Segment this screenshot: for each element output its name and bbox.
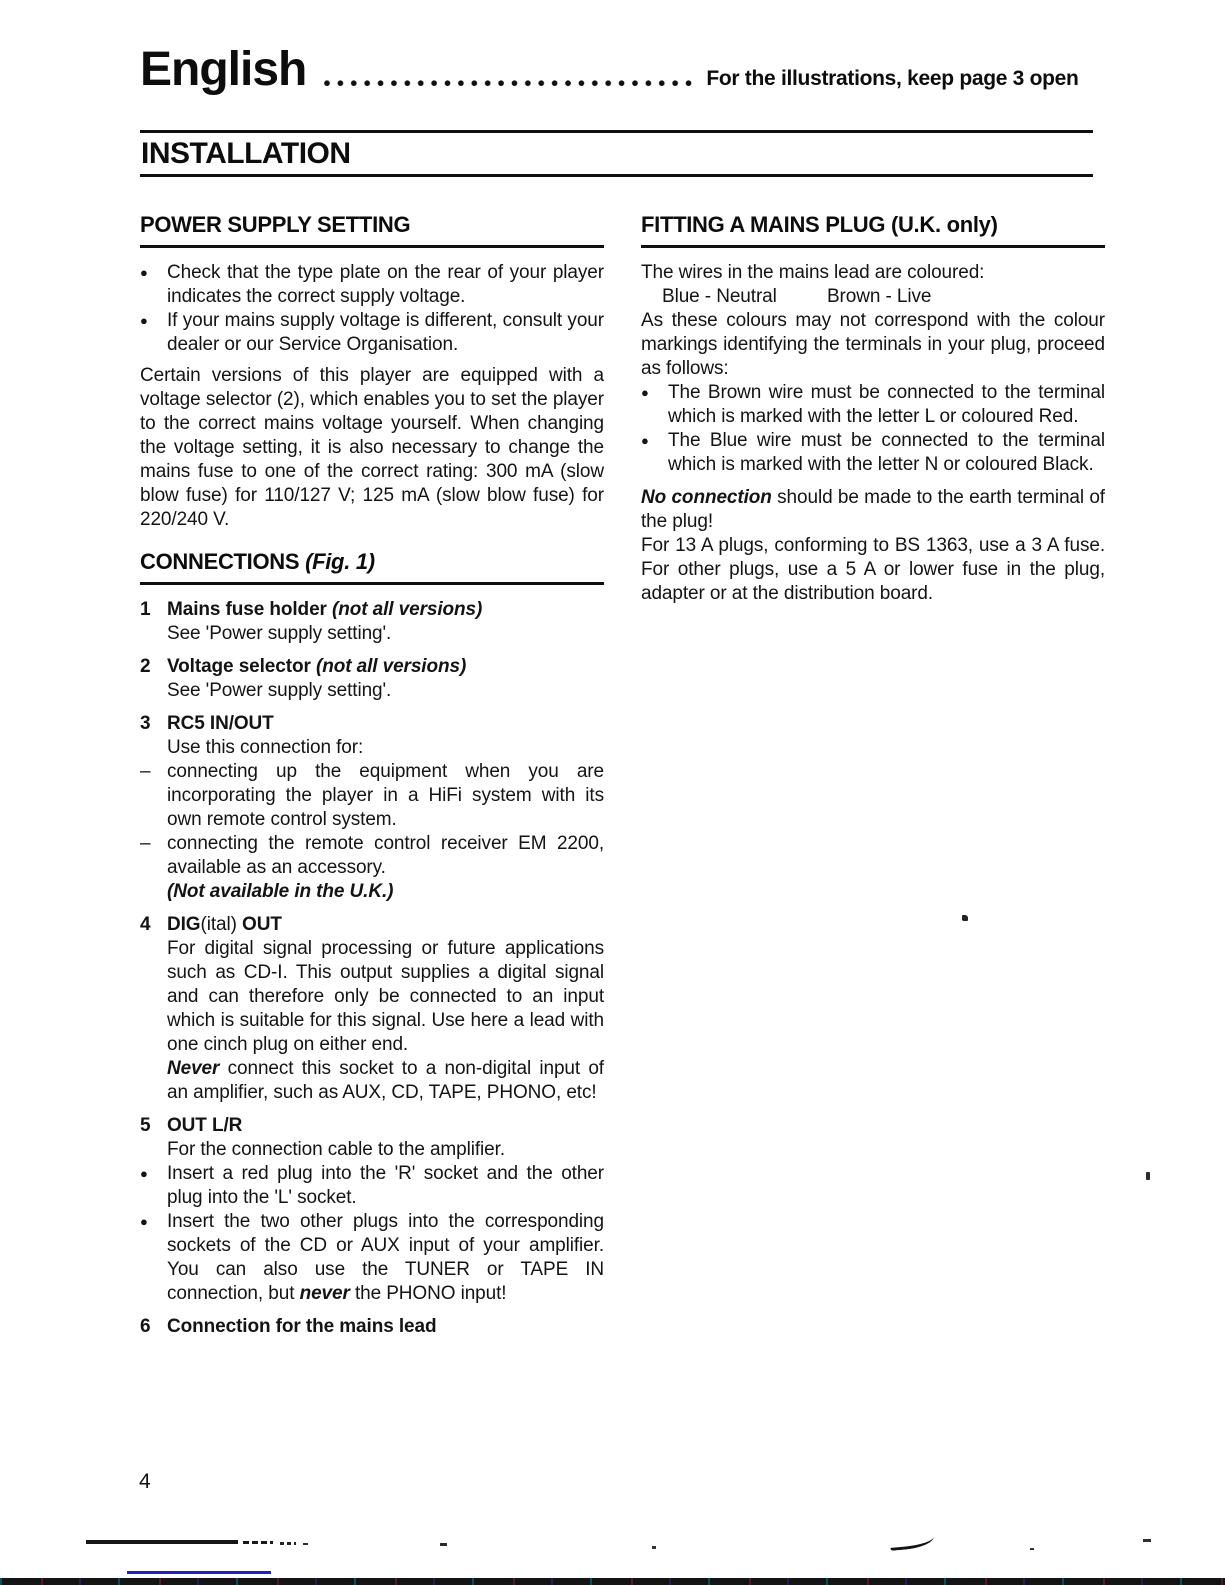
bullet-text: The Blue wire must be connected to the terminal which is marked with the letter N or coloured Black. (668, 430, 1105, 475)
earth-warning: No connection should be made to the earth terminal of the plug! (641, 487, 1105, 532)
bullet-text: If your mains supply voltage is different, consult your dealer or our Service Organisation. (167, 310, 604, 355)
item-title-line: RC5 IN/OUT (167, 713, 274, 734)
plug-bullet-1 (641, 381, 1105, 429)
item-number: 3 (140, 713, 151, 734)
power-supply-heading: POWER SUPPLY SETTING (140, 212, 604, 248)
page-number: 4 (139, 1470, 151, 1493)
scan-artifact-curve (889, 1532, 934, 1551)
header-note: For the illustrations, keep page 3 open (706, 67, 1079, 90)
connection-item-1 (140, 598, 604, 646)
bullet-text: Insert the two other plugs into the corresponding sockets of the CD or AUX input of your amplifier. You can also use the TUNER or TAPE IN connection, but never the PHONO input! (167, 1211, 604, 1304)
item-title-line: OUT L/R (167, 1115, 243, 1136)
item-intro: For the connection cable to the amplifier. (167, 1139, 505, 1160)
item-title-line: Voltage selector (not all versions) (167, 656, 467, 677)
bullet-icon: ● (140, 1166, 148, 1181)
wire-blue-label: Blue - Neutral (662, 286, 777, 307)
item-body: See 'Power supply setting'. (167, 623, 392, 644)
item-number: 2 (140, 656, 151, 677)
scan-artifact-line (280, 1542, 296, 1545)
left-column (140, 212, 604, 1348)
scan-artifact-line (303, 1543, 308, 1545)
out-bullet-2 (140, 1210, 604, 1306)
item-title-line: Mains fuse holder (not all versions) (167, 599, 483, 620)
section-rule-top (140, 130, 1093, 133)
bullet-text: The Brown wire must be connected to the terminal which is marked with the letter L or coloured Red. (668, 382, 1105, 427)
connection-item-6 (140, 1315, 604, 1339)
dash-icon: – (140, 833, 151, 854)
connections-heading (140, 549, 604, 585)
dash-icon: – (140, 761, 151, 782)
scan-speck (440, 1543, 447, 1546)
bullet-icon: ● (140, 265, 148, 280)
mains-plug-heading: FITTING A MAINS PLUG (U.K. only) (641, 212, 1105, 248)
power-supply-bullet-2 (140, 309, 604, 357)
item-title-line: DIG(ital) OUT (167, 914, 282, 935)
dash-item-1 (140, 760, 604, 832)
scan-artifact-blue-line (127, 1571, 271, 1574)
connection-item-3 (140, 712, 604, 904)
item-number: 4 (140, 914, 151, 935)
dash-text: connecting up the equipment when you are incorporating the player in a HiFi system with its own remote control system. (167, 761, 604, 830)
fuse-note: For 13 A plugs, conforming to BS 1363, use a 3 A fuse. For other plugs, use a 5 A or lower fuse in the plug, adapter or at the distribution board. (641, 535, 1105, 604)
connection-item-4 (140, 913, 604, 1105)
connections-fig-ref: (Fig. 1) (305, 549, 375, 574)
item-number: 6 (140, 1316, 151, 1337)
scan-artifact-line (86, 1540, 238, 1544)
scan-speck (1143, 1539, 1151, 1542)
scan-speck (1030, 1548, 1034, 1550)
dash-item-2 (140, 832, 604, 904)
item-warning: Never connect this socket to a non-digital input of an amplifier, such as AUX, CD, TAPE, PHONO, etc! (167, 1058, 604, 1103)
bullet-text: Insert a red plug into the 'R' socket and the other plug into the 'L' socket. (167, 1163, 604, 1208)
dot-leader (324, 80, 696, 87)
bullet-icon: ● (140, 313, 148, 328)
wires-intro: The wires in the mains lead are coloured: (641, 262, 985, 283)
bullet-text: Check that the type plate on the rear of your player indicates the correct supply voltage. (167, 262, 604, 307)
connection-item-2 (140, 655, 604, 703)
language-title: English (140, 43, 307, 96)
item-intro: Use this connection for: (167, 737, 364, 758)
scan-speck (962, 915, 968, 921)
page-header (140, 42, 1095, 97)
dash-text: connecting the remote control receiver EM 2200, available as an accessory. (167, 833, 604, 878)
scan-speck (652, 1546, 656, 1549)
power-supply-bullet-1 (140, 261, 604, 309)
connections-heading-text: CONNECTIONS (140, 549, 300, 574)
bullet-icon: ● (641, 433, 649, 448)
page-bottom-edge (0, 1578, 1225, 1585)
section-rule-bottom (140, 174, 1093, 177)
item-body: See 'Power supply setting'. (167, 680, 392, 701)
wire-brown-label: Brown - Live (826, 286, 932, 307)
bullet-icon: ● (140, 1214, 148, 1229)
scan-artifact-line (243, 1541, 273, 1544)
item-number: 5 (140, 1115, 151, 1136)
item-number: 1 (140, 599, 151, 620)
section-title: INSTALLATION (141, 137, 351, 170)
plug-bullet-2 (641, 429, 1105, 477)
availability-note: (Not available in the U.K.) (167, 881, 394, 902)
scan-speck (1146, 1172, 1150, 1180)
power-supply-paragraph: Certain versions of this player are equipped with a voltage selector (2), which enables you to set the player to the correct mains voltage yourself. When changing the voltage setting, it is also necessary to change the mains fuse to one of the correct rating: 300 mA (slow blow fuse) for 110/127 V; 125 mA (slow blow fuse) for 220/240 V. (140, 365, 604, 530)
wires-body: As these colours may not correspond with the colour markings identifying the terminals in your plug, proceed as follows: (641, 310, 1105, 379)
right-column (641, 212, 1105, 606)
out-bullet-1 (140, 1162, 604, 1210)
item-body: For digital signal processing or future applications such as CD-I. This output supplies a digital signal and can therefore only be connected to an input which is suitable for this signal. Use here a lead with one cinch plug on either end. (167, 938, 604, 1055)
connection-item-5 (140, 1114, 604, 1306)
bullet-icon: ● (641, 385, 649, 400)
connections-list (140, 598, 604, 1339)
wire-colour-line (641, 285, 1105, 309)
item-title-line: Connection for the mains lead (167, 1316, 437, 1337)
